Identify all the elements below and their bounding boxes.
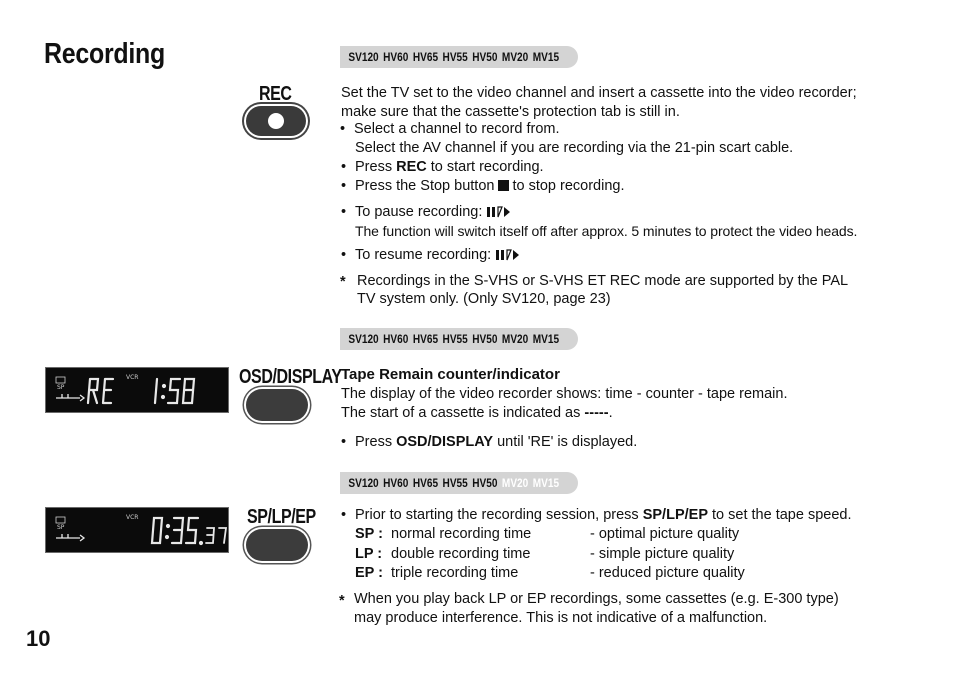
note-asterisk: * (339, 593, 345, 609)
select-channel-sub: Select the AV channel if you are recording via the 21-pin scart cable. (355, 140, 794, 156)
display-vcr-tag: VCR (126, 374, 139, 381)
vcr-display-counter (45, 507, 229, 553)
rec-intro-line2: make sure that the cassette's protection tab is still in. (341, 104, 680, 120)
osd-display-button[interactable] (246, 389, 308, 421)
bullet-press-rec: • Press REC to start recording. (355, 158, 544, 177)
note-asterisk: * (340, 274, 346, 290)
model-list-inactive: MV20 MV15 (501, 476, 560, 490)
speed-row-desc: double recording time (391, 546, 531, 562)
osd-display-button-label: OSD/DISPLAY (239, 366, 342, 388)
sp-lp-ep-button[interactable] (246, 529, 308, 561)
speed-row-quality: - reduced picture quality (590, 565, 745, 581)
page-number: 10 (26, 626, 51, 651)
speed-row-desc: triple recording time (391, 565, 519, 581)
model-bar-recording (340, 46, 578, 68)
speed-row-quality: - optimal picture quality (590, 526, 740, 542)
display-graphic (46, 508, 228, 552)
pause-play-icon (495, 249, 521, 261)
record-dot-icon (268, 113, 284, 129)
rec-button[interactable] (246, 106, 306, 136)
bullet-pause: • To pause recording: (355, 203, 512, 222)
speed-row-quality: - simple picture quality (590, 546, 735, 562)
model-list-active: SV120 HV60 HV65 HV55 HV50 (348, 476, 498, 490)
speed-row-key: LP : (355, 546, 383, 562)
stop-square-icon (498, 180, 509, 191)
sp-lp-ep-button-label: SP/LP/EP (247, 506, 316, 528)
speed-row-desc: normal recording time (391, 526, 532, 542)
bullet-select-channel: • Select a channel to record from. (354, 120, 560, 139)
rec-note-line2: TV system only. (Only SV120, page 23) (357, 291, 611, 307)
model-list: SV120 HV60 HV65 HV55 HV50 MV20 MV15 (348, 332, 560, 346)
speed-note-line2: may produce interference. This is not indicative of a malfunction. (354, 610, 768, 626)
vcr-display-tape-remain (45, 367, 229, 413)
bullet-press-osd: • Press OSD/DISPLAY until 'RE' is displayed. (355, 433, 637, 452)
bullet-tape-speed: • Prior to starting the recording session, press SP/LP/EP to set the tape speed. (355, 506, 852, 525)
display-readout-time (155, 379, 194, 403)
rec-intro-line1: Set the TV set to the video channel and insert a cassette into the video recorder; (341, 85, 857, 101)
tape-remain-line2: The start of a cassette is indicated as -----. (341, 405, 613, 421)
display-mode-tag: SP (57, 384, 65, 391)
display-readout-counter (152, 518, 226, 544)
pause-play-icon (486, 206, 512, 218)
speed-row-key: SP : (355, 526, 383, 542)
speed-note-line1: When you play back LP or EP recordings, some cassettes (e.g. E-300 type) (354, 591, 839, 607)
display-vcr-tag: VCR (126, 514, 139, 521)
bullet-resume: • To resume recording: (355, 246, 521, 265)
speed-row-key: EP : (355, 565, 383, 581)
model-bar-tape-remain (340, 328, 578, 350)
rec-note-line1: Recordings in the S-VHS or S-VHS ET REC mode are supported by the PAL (357, 273, 849, 289)
tape-remain-line1: The display of the video recorder shows: time - counter - tape remain. (341, 386, 788, 402)
bullet-press-stop: • Press the Stop button to stop recording. (355, 177, 625, 196)
tape-remain-heading: Tape Remain counter/indicator (341, 366, 560, 383)
pause-note: The function will switch itself off after approx. 5 minutes to protect the video heads. (355, 223, 858, 239)
page-title: Recording (44, 38, 166, 70)
display-graphic (46, 368, 228, 412)
rec-button-label: REC (259, 83, 292, 105)
model-list: SV120 HV60 HV65 HV55 HV50 MV20 MV15 (348, 50, 560, 64)
display-readout-re (88, 379, 113, 403)
display-mode-tag: SP (57, 524, 65, 531)
model-bar-tape-speed (340, 472, 578, 494)
